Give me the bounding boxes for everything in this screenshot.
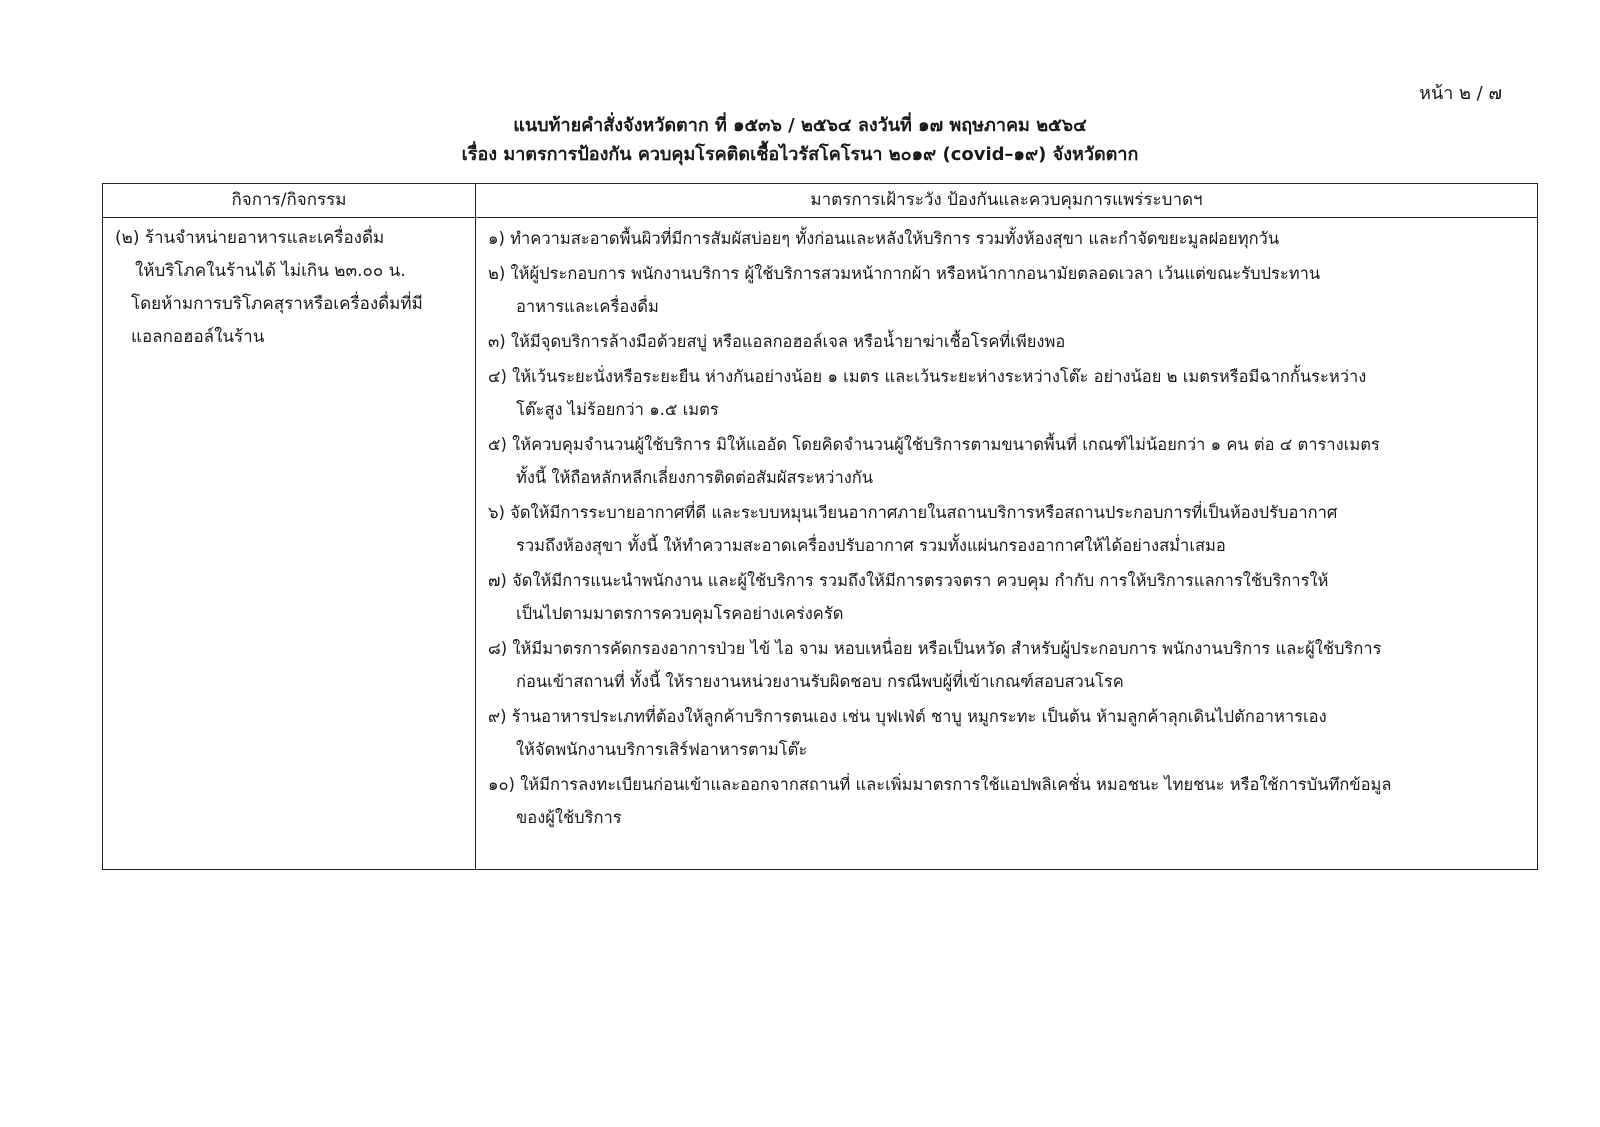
- measures-table: [102, 183, 1538, 870]
- column-header-measures: มาตรการเฝ้าระวัง ป้องกันและควบคุมการแพร่ระบาดฯ: [810, 190, 1203, 210]
- measure-text: ๓) ให้มีจุดบริการล้างมือด้วยสบู่ หรือแอลกอฮอล์เจล หรือน้ำยาฆ่าเชื้อโรคที่เพียงพอ: [488, 332, 1066, 351]
- measure-continuation: เป็นไปตามมาตรการควบคุมโรคอย่างเคร่งครัด: [516, 604, 844, 623]
- measure-continuation: รวมถึงห้องสุขา ทั้งนี้ ให้ทำความสะอาดเครื่องปรับอากาศ รวมทั้งแผ่นกรองอากาศให้ได้อย่างสม่ำเสมอ: [516, 536, 1226, 555]
- table-header-row: [103, 184, 1537, 218]
- measure-item: [488, 564, 1527, 630]
- page-number: หน้า ๒ / ๗: [1419, 83, 1502, 104]
- header-order-reference: แนบท้ายคำสั่งจังหวัดตาก ที่ ๑๕๓๖ / ๒๕๖๔ ลงวันที่ ๑๗ พฤษภาคม ๒๕๖๔: [513, 115, 1087, 136]
- measure-text: ๗) จัดให้มีการแนะนำพนักงาน และผู้ใช้บริการ รวมถึงให้มีการตรวจตรา ควบคุม กำกับ การให้บริการแลการใช้บริการให้: [488, 571, 1329, 590]
- measure-continuation: ของผู้ใช้บริการ: [516, 808, 622, 827]
- measure-text: ๑๐) ให้มีการลงทะเบียนก่อนเข้าและออกจากสถานที่ และเพิ่มมาตรการใช้แอปพลิเคชั่น หมอชนะ ไทยชนะ หรือใช้การบันทึกข้อมูล: [488, 775, 1392, 794]
- activity-line: ให้บริโภคในร้านได้ ไม่เกิน ๒๓.๐๐ น.: [135, 261, 406, 281]
- measure-continuation: ทั้งนี้ ให้ถือหลักหลีกเลี่ยงการติดต่อสัมผัสระหว่างกัน: [516, 468, 874, 487]
- measure-continuation: อาหารและเครื่องดื่ม: [516, 297, 659, 316]
- measure-item: [488, 428, 1527, 494]
- measure-continuation: ให้จัดพนักงานบริการเสิร์ฟอาหารตามโต๊ะ: [516, 740, 808, 759]
- document-header: [0, 112, 1600, 170]
- activity-line: แอลกอฮอล์ในร้าน: [131, 327, 265, 347]
- column-header-activity: กิจการ/กิจกรรม: [103, 184, 476, 217]
- measure-continuation: โต๊ะสูง ไม่ร้อยกว่า ๑.๕ เมตร: [516, 400, 719, 419]
- measure-item: [488, 360, 1527, 426]
- measure-text: ๖) จัดให้มีการระบายอากาศที่ดี และระบบหมุนเวียนอากาศภายในสถานบริการหรือสถานประกอบการที่เป็นห้องปรับอากาศ: [488, 503, 1338, 522]
- measure-text: ๑) ทำความสะอาดพื้นผิวที่มีการสัมผัสบ่อยๆ ทั้งก่อนและหลังให้บริการ รวมทั้งห้องสุขา และกำจัดขยะมูลฝอยทุกวัน: [488, 229, 1280, 248]
- measure-item: [488, 700, 1527, 766]
- measure-item: [488, 768, 1527, 834]
- activity-line: (๒) ร้านจำหน่ายอาหารและเครื่องดื่ม: [115, 228, 385, 248]
- measure-text: ๙) ร้านอาหารประเภทที่ต้องให้ลูกค้าบริการตนเอง เช่น บุฟเฟ่ต์ ชาบู หมูกระทะ เป็นต้น ห้ามลูกค้าลุกเดินไปตักอาหารเอง: [488, 707, 1327, 726]
- activity-cell: [103, 218, 476, 869]
- measure-item: [488, 632, 1527, 698]
- measure-text: ๕) ให้ควบคุมจำนวนผู้ใช้บริการ มิให้แออัด โดยคิดจำนวนผู้ใช้บริการตามขนาดพื้นที่ เกณฑ์ไม่น้อยกว่า ๑ คน ต่อ ๔ ตารางเมตร: [488, 435, 1380, 454]
- measure-item: [488, 257, 1527, 323]
- measure-text: ๘) ให้มีมาตรการคัดกรองอาการป่วย ไข้ ไอ จาม หอบเหนื่อย หรือเป็นหวัด สำหรับผู้ประกอบการ พนักงานบริการ และผู้ใช้บริการ: [488, 639, 1382, 658]
- measure-continuation: ก่อนเข้าสถานที่ ทั้งนี้ ให้รายงานหน่วยงานรับผิดชอบ กรณีพบผู้ที่เข้าเกณฑ์สอบสวนโรค: [516, 672, 1124, 691]
- measure-item: [488, 222, 1527, 255]
- table-body-row: [103, 218, 1537, 869]
- header-subject: เรื่อง มาตรการป้องกัน ควบคุมโรคติดเชื้อไวรัสโคโรนา ๒๐๑๙ (covid–๑๙) จังหวัดตาก: [461, 144, 1139, 165]
- activity-line: โดยห้ามการบริโภคสุราหรือเครื่องดื่มที่มี: [131, 294, 423, 314]
- measures-cell: [476, 218, 1537, 869]
- measure-item: [488, 496, 1527, 562]
- measure-item: [488, 325, 1527, 358]
- measure-text: ๔) ให้เว้นระยะนั่งหรือระยะยืน ห่างกันอย่างน้อย ๑ เมตร และเว้นระยะห่างระหว่างโต๊ะ อย่างน้อย ๒ เมตรหรือมีฉากกั้นระหว่าง: [488, 367, 1367, 386]
- measure-text: ๒) ให้ผู้ประกอบการ พนักงานบริการ ผู้ใช้บริการสวมหน้ากากผ้า หรือหน้ากากอนามัยตลอดเวลา เว้นแต่ขณะรับประทาน: [488, 264, 1321, 283]
